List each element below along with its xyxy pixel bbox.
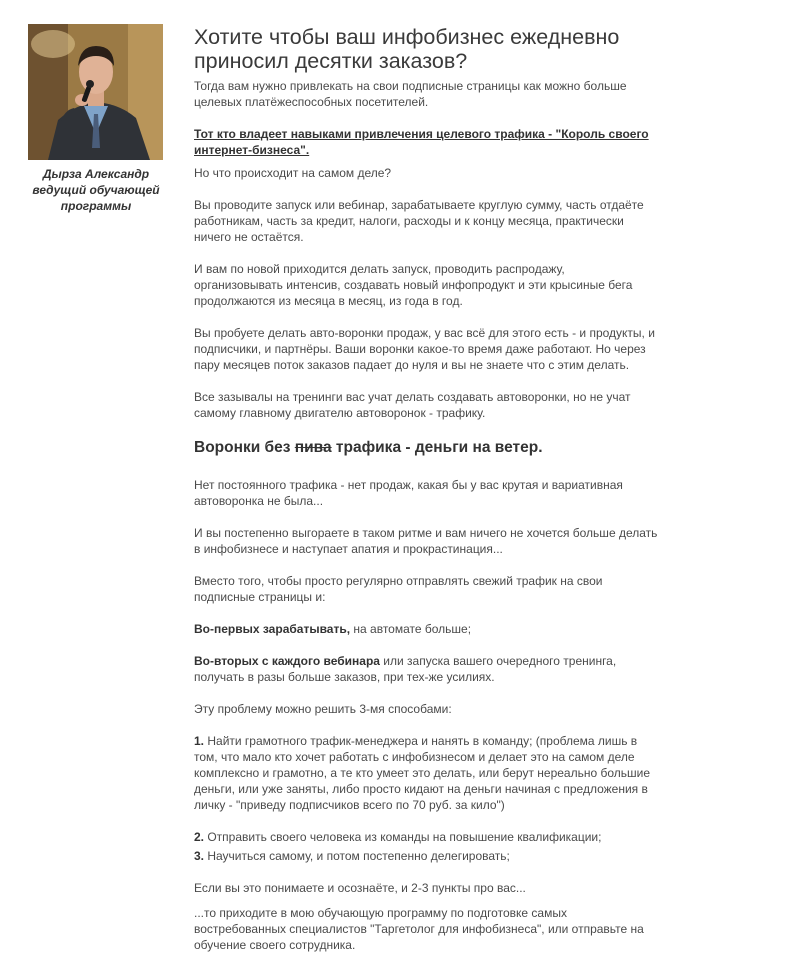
heading-strikethrough: пива <box>294 439 332 456</box>
text-line <box>194 653 694 669</box>
text-span: Отправить своего человека из команды на повышение квалификации; <box>204 830 602 844</box>
text-line: подписчики, и партнёры. Ваши воронки какое-то время даже работают. Но через <box>194 342 646 356</box>
paragraph <box>194 653 694 685</box>
author-role-line1: ведущий обучающей <box>32 183 160 197</box>
list-item <box>194 829 694 845</box>
text-line: автоворонка не была... <box>194 494 324 508</box>
speaker-illustration <box>28 24 163 160</box>
text-line: И вы постепенно выгораете в таком ритме и вам ничего не хочется больше делать <box>194 526 658 540</box>
text-line: работникам, часть за кредит, налоги, расходы и к концу месяца, практически <box>194 214 624 228</box>
list-number: 2. <box>194 830 205 844</box>
heading-text: трафика - деньги на ветер. <box>331 439 543 456</box>
text-line: интернет-бизнеса". <box>194 143 310 157</box>
text-line: комплексно и грамотно, а те кто умеет это делать, или берут нереально большие <box>194 766 651 780</box>
text-line <box>194 829 694 845</box>
bold-text: Во-вторых с каждого вебинара <box>194 654 380 668</box>
text-line: Тогда вам нужно привлекать на свои подписные страницы как можно больше <box>194 79 627 93</box>
text-line: организовывать интенсив, создавать новый инфопродукт и эти крысиные бега <box>194 278 633 292</box>
author-photo <box>28 24 163 160</box>
text-line: ничего не остаётся. <box>194 230 304 244</box>
text-span: Научиться самому, и потом постепенно делегировать; <box>204 849 510 863</box>
paragraph <box>194 621 694 637</box>
list-number: 3. <box>194 849 205 863</box>
text-line: Эту проблему можно решить 3-мя способами: <box>194 702 452 716</box>
text-line: И вам по новой приходится делать запуск, проводить распродажу, <box>194 262 565 276</box>
text-line: в инфобизнесе и наступает апатия и прокрастинация... <box>194 542 503 556</box>
text-line: пару месяцев поток заказов падает до нуля и вы не знаете что с этим делать. <box>194 358 630 372</box>
text-line: подписные страницы и: <box>194 590 326 604</box>
page-title <box>194 25 694 73</box>
text-line: обучение своего сотрудника. <box>194 938 356 952</box>
text-line: самому главному двигателю автоворонок - трафику. <box>194 406 486 420</box>
bold-text: Во-первых зарабатывать, <box>194 622 351 636</box>
section-heading <box>194 438 694 458</box>
author-caption <box>20 166 172 214</box>
text-line: Вместо того, чтобы просто регулярно отправлять свежий трафик на свои <box>194 574 603 588</box>
text-span: или запуска вашего очередного тренинга, <box>379 654 617 668</box>
text-line: востребованных специалистов "Таргетолог для инфобизнеса", или отправьте на <box>194 922 644 936</box>
intro-paragraph <box>194 78 694 110</box>
text-line: Если вы это понимаете и осознаёте, и 2-3 пункты про вас... <box>194 881 526 895</box>
article-body <box>194 22 694 953</box>
author-name: Дырза Александр <box>42 167 150 181</box>
text-line: Вы пробуете делать авто-воронки продаж, у вас всё для этого есть - и продукты, и <box>194 326 655 340</box>
text-line: Вы проводите запуск или вебинар, зарабатываете круглую сумму, часть отдаёте <box>194 198 644 212</box>
title-line: Хотите чтобы ваш инфобизнес ежедневно <box>194 25 620 49</box>
paragraph <box>194 261 694 309</box>
text-line <box>194 621 694 637</box>
text-span: Найти грамотного трафик-менеджера и нанять в команду; (проблема лишь в <box>204 734 638 748</box>
title-line: приносил десятки заказов? <box>194 49 468 73</box>
paragraph <box>194 905 694 953</box>
list-item <box>194 848 694 864</box>
heading-text: Воронки без <box>194 439 295 456</box>
author-role-line2: программы <box>60 199 132 213</box>
paragraph <box>194 573 694 605</box>
text-line: личку - "приведу подписчиков всего по 70 руб. за кило") <box>194 798 505 812</box>
paragraph <box>194 880 694 896</box>
text-line: продолжаются из месяца в месяц, из года в год. <box>194 294 463 308</box>
text-span: на автомате больше; <box>350 622 472 636</box>
text-line: получать в разы больше заказов, при тех-же усилиях. <box>194 670 495 684</box>
text-line <box>194 733 694 749</box>
text-line <box>194 848 694 864</box>
text-line: целевых платёжеспособных посетителей. <box>194 95 429 109</box>
text-line: Нет постоянного трафика - нет продаж, какая бы у вас крутая и вариативная <box>194 478 623 492</box>
list-item <box>194 733 694 813</box>
paragraph <box>194 389 694 421</box>
text-line: Но что происходит на самом деле? <box>194 166 392 180</box>
paragraph <box>194 477 694 509</box>
text-line: том, что мало кто хочет работать с инфобизнесом и делает это на самом деле <box>194 750 635 764</box>
paragraph <box>194 325 694 373</box>
text-line: деньги, или уже заняты, либо просто кидают на деньги начиная с предложения в <box>194 782 648 796</box>
king-statement <box>194 126 694 158</box>
paragraph <box>194 701 694 717</box>
list-number: 1. <box>194 734 205 748</box>
text-line: ...то приходите в мою обучающую программу по подготовке самых <box>194 906 567 920</box>
text-line: Все зазывалы на тренинги вас учат делать создавать автоворонки, но не учат <box>194 390 631 404</box>
paragraph <box>194 525 694 557</box>
text-line: Тот кто владеет навыками привлечения целевого трафика - "Король своего <box>194 127 649 141</box>
question-paragraph <box>194 165 694 181</box>
paragraph <box>194 197 694 245</box>
